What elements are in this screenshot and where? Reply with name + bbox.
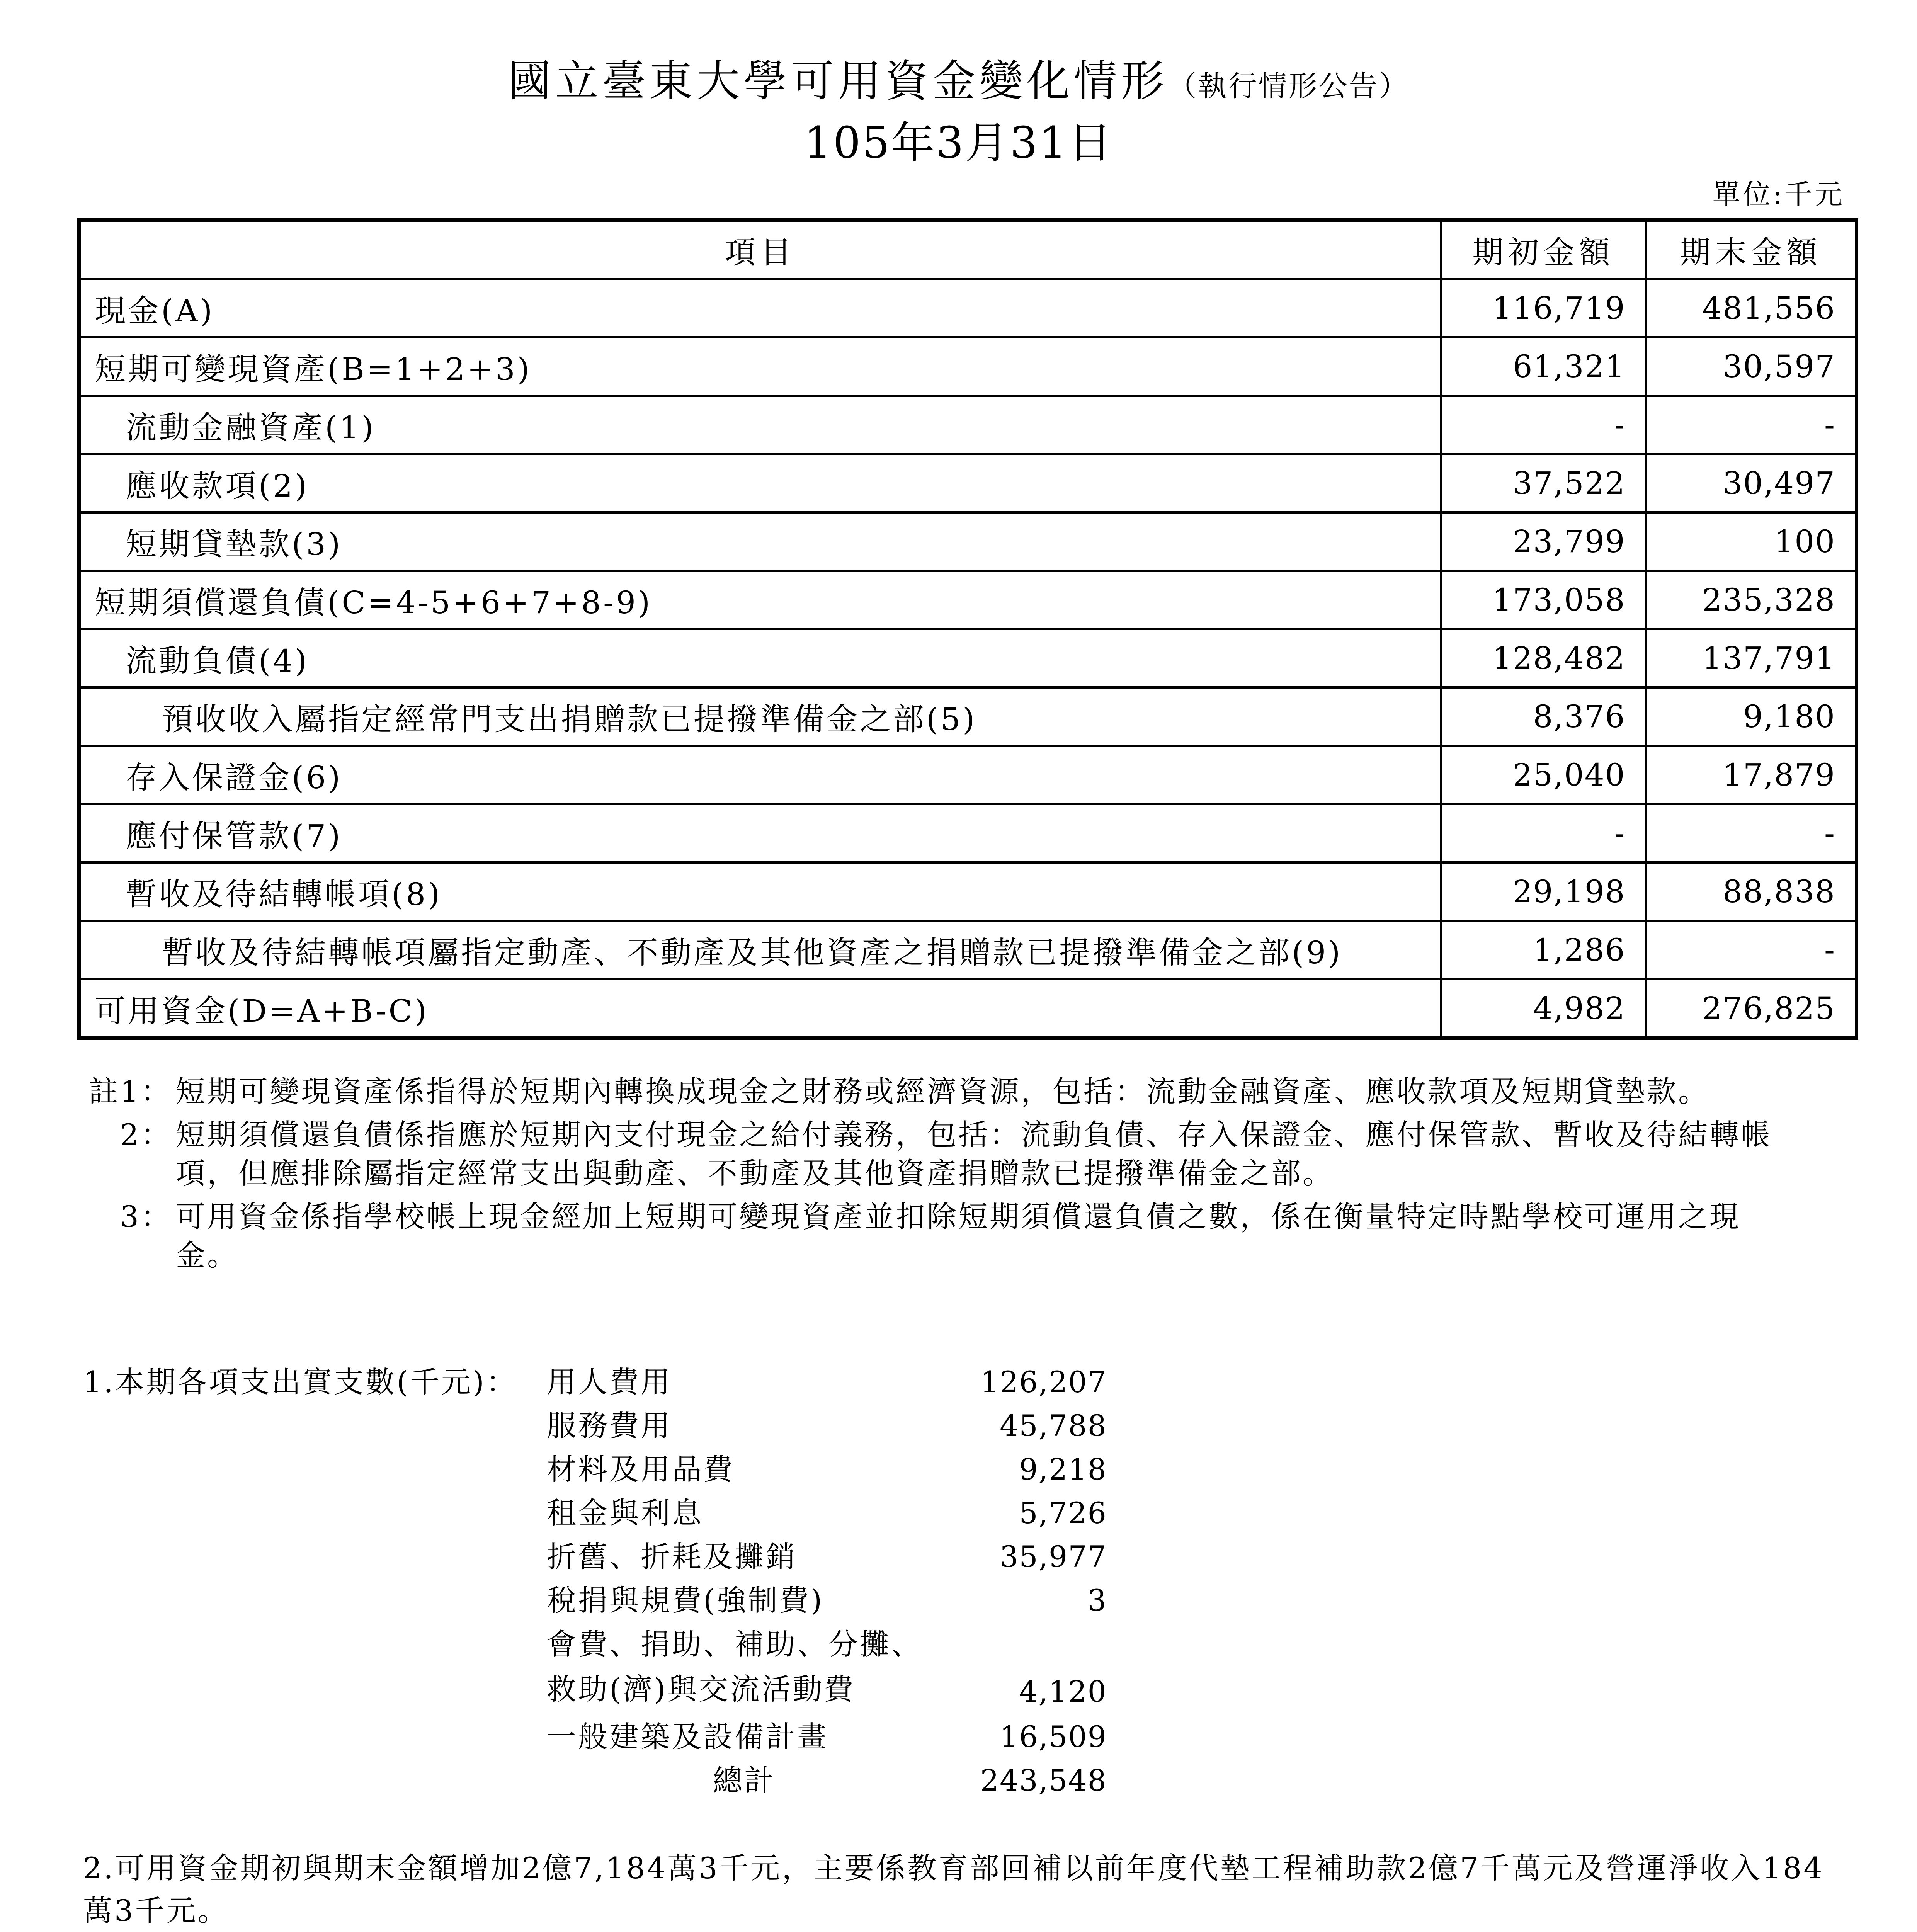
row-item: 短期貸墊款(3) <box>79 512 1441 571</box>
row-end: 235,328 <box>1646 571 1857 629</box>
row-end: 30,497 <box>1646 454 1857 512</box>
title-subtitle: （執行情形公告） <box>1168 70 1409 103</box>
expense-name: 一般建築及設備計畫 <box>547 1719 828 1754</box>
table-row <box>79 512 1857 571</box>
note-label: 3： <box>120 1199 172 1234</box>
note-text: 短期可變現資產係指得於短期內轉換成現金之財務或經濟資源，包括：流動金融資產、應收款項及短期貸墊款。 <box>176 1074 1709 1109</box>
row-item: 現金(A) <box>79 279 1441 337</box>
note-text: 可用資金係指學校帳上現金經加上短期可變現資產並扣除短期須償還負債之數，係在衡量特定時點學校可運用之現金。 <box>176 1199 1741 1272</box>
footnote: 2.可用資金期初與期末金額增加2億7,184萬3千元，主要係教育部回補以前年度代墊工程補助款2億7千萬元及營運淨收入184萬3千元。 <box>83 1851 1824 1928</box>
row-begin: 173,058 <box>1441 571 1646 629</box>
expense-value: 4,120 <box>1019 1674 1107 1709</box>
list-item <box>547 1447 1107 1491</box>
table-header-row <box>79 220 1857 279</box>
list-item <box>547 1622 1107 1715</box>
expense-value: 3 <box>1087 1583 1107 1617</box>
row-end: 100 <box>1646 512 1857 571</box>
header-begin: 期初金額 <box>1441 220 1646 279</box>
row-item: 流動金融資產(1) <box>79 396 1441 454</box>
row-begin: 23,799 <box>1441 512 1646 571</box>
note-1 <box>83 1072 1791 1111</box>
row-item: 應收款項(2) <box>79 454 1441 512</box>
list-item <box>547 1578 1107 1622</box>
row-item: 短期可變現資產(B=1+2+3) <box>79 337 1441 396</box>
expense-name: 會費、捐助、補助、分攤、救助(濟)與交流活動費 <box>547 1627 922 1706</box>
table-row <box>79 454 1857 512</box>
header-item: 項目 <box>79 220 1441 279</box>
table-row <box>79 571 1857 629</box>
row-item: 預收收入屬指定經常門支出捐贈款已提撥準備金之部(5) <box>79 687 1441 746</box>
row-end: 481,556 <box>1646 279 1857 337</box>
table-row <box>79 862 1857 921</box>
row-begin: 25,040 <box>1441 746 1646 804</box>
expense-value: 126,207 <box>980 1365 1107 1399</box>
expenditure-list <box>547 1360 1107 1802</box>
row-end: 88,838 <box>1646 862 1857 921</box>
table-row <box>79 337 1857 396</box>
list-item <box>547 1360 1107 1404</box>
note-text: 短期須償還負債係指應於短期內支付現金之給付義務，包括：流動負債、存入保證金、應付保管款、暫收及待結轉帳項，但應排除屬指定經常支出與動產、不動產及其他資產捐贈款已提撥準備金之部。 <box>176 1117 1772 1190</box>
page-title <box>0 54 1917 113</box>
unit-label: 單位:千元 <box>1712 178 1845 211</box>
row-begin: - <box>1441 804 1646 862</box>
table-row <box>79 279 1857 337</box>
table-row <box>79 746 1857 804</box>
row-begin: 1,286 <box>1441 921 1646 979</box>
table-row <box>79 687 1857 746</box>
expense-value: 9,218 <box>1019 1452 1107 1486</box>
row-item: 應付保管款(7) <box>79 804 1441 862</box>
expense-name: 用人費用 <box>547 1365 672 1399</box>
table-row <box>79 921 1857 979</box>
notes-section <box>83 1072 1791 1279</box>
expense-value: 5,726 <box>1019 1496 1107 1530</box>
row-begin: 8,376 <box>1441 687 1646 746</box>
table-row <box>79 979 1857 1038</box>
total-value: 243,548 <box>980 1763 1107 1798</box>
title-text: 國立臺東大學可用資金變化情形 <box>508 56 1168 106</box>
row-item: 流動負債(4) <box>79 629 1441 687</box>
row-end: 9,180 <box>1646 687 1857 746</box>
row-end: 276,825 <box>1646 979 1857 1038</box>
expense-name: 服務費用 <box>547 1408 672 1443</box>
row-begin: 4,982 <box>1441 979 1646 1038</box>
row-item: 暫收及待結轉帳項(8) <box>79 862 1441 921</box>
list-item <box>547 1404 1107 1447</box>
row-end: - <box>1646 921 1857 979</box>
note-label: 註1： <box>88 1074 172 1109</box>
expense-value: 35,977 <box>1000 1539 1107 1574</box>
expenditure-heading: 1.本期各項支出實支數(千元)： <box>83 1365 517 1399</box>
row-item: 可用資金(D=A+B-C) <box>79 979 1441 1038</box>
note-3 <box>83 1197 1791 1275</box>
row-item: 存入保證金(6) <box>79 746 1441 804</box>
row-item: 暫收及待結轉帳項屬指定動產、不動產及其他資產之捐贈款已提撥準備金之部(9) <box>79 921 1441 979</box>
note-2 <box>83 1116 1791 1193</box>
row-begin: - <box>1441 396 1646 454</box>
row-begin: 61,321 <box>1441 337 1646 396</box>
row-end: 30,597 <box>1646 337 1857 396</box>
table-row <box>79 629 1857 687</box>
list-item <box>547 1715 1107 1759</box>
expense-name: 材料及用品費 <box>547 1452 735 1486</box>
expense-name: 稅捐與規費(強制費) <box>547 1583 824 1617</box>
funds-table <box>77 218 1858 1040</box>
list-item <box>547 1535 1107 1578</box>
expenditure-total-row <box>547 1759 1107 1802</box>
row-begin: 116,719 <box>1441 279 1646 337</box>
table-row <box>79 804 1857 862</box>
row-end: 17,879 <box>1646 746 1857 804</box>
row-begin: 128,482 <box>1441 629 1646 687</box>
report-date: 105年3月31日 <box>804 118 1113 168</box>
row-begin: 37,522 <box>1441 454 1646 512</box>
expense-name: 租金與利息 <box>547 1496 703 1530</box>
row-end: - <box>1646 396 1857 454</box>
header-end: 期末金額 <box>1646 220 1857 279</box>
expense-value: 45,788 <box>1000 1408 1107 1443</box>
row-begin: 29,198 <box>1441 862 1646 921</box>
note-label: 2： <box>120 1117 172 1152</box>
table-row <box>79 396 1857 454</box>
row-item: 短期須償還負債(C=4-5+6+7+8-9) <box>79 571 1441 629</box>
row-end: 137,791 <box>1646 629 1857 687</box>
total-label: 總計 <box>713 1763 776 1798</box>
expense-value: 16,509 <box>1000 1719 1107 1754</box>
expense-name: 折舊、折耗及攤銷 <box>547 1539 797 1574</box>
list-item <box>547 1491 1107 1535</box>
row-end: - <box>1646 804 1857 862</box>
